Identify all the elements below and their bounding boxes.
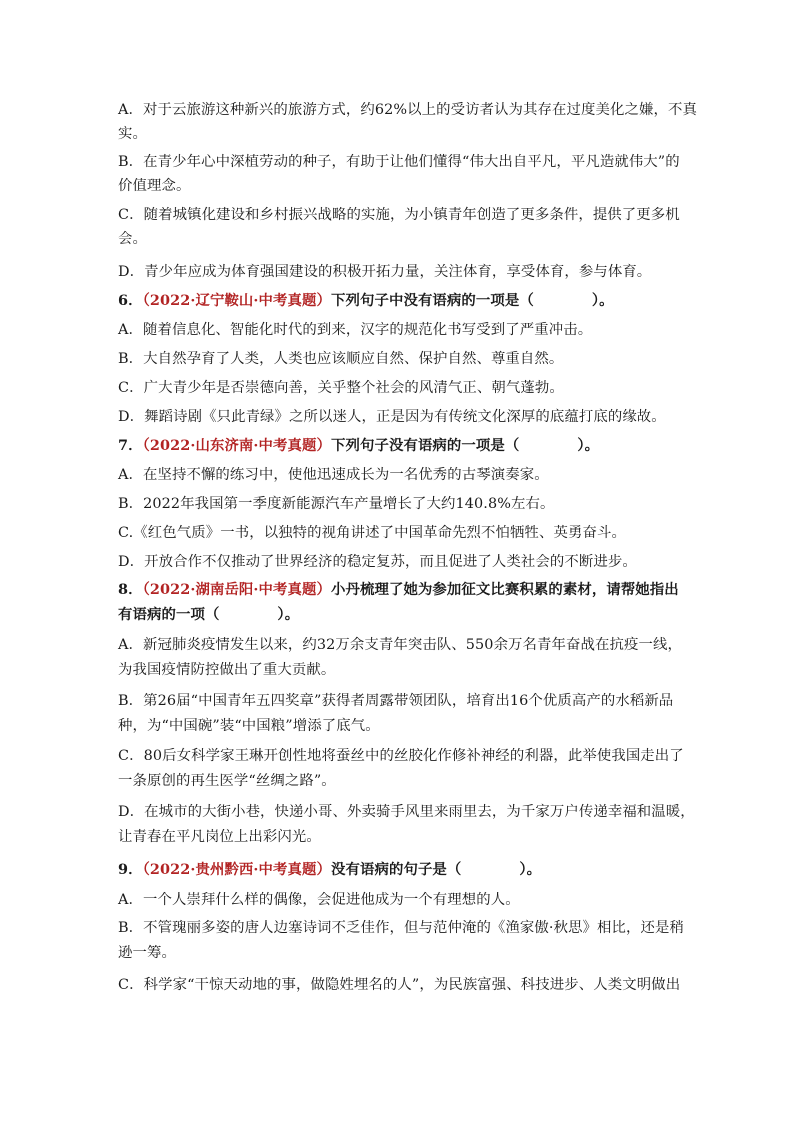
option-line: D．在城市的大街小巷，快递小哥、外卖骑手风里来雨里去，为千家万户传递幸福和温暖， (118, 804, 695, 820)
question-number: 8． (118, 581, 143, 598)
question-text: 下列句子中没有语病的一项是（ ）。 (331, 292, 614, 309)
option-line: 实。 (118, 126, 147, 142)
question-text: 没有语病的句子是（ ）。 (331, 861, 542, 878)
question-stem (118, 436, 599, 456)
option-line: A．新冠肺炎疫情发生以来，约32万余支青年突击队、550余万名青年奋战在抗疫一线， (118, 637, 682, 653)
option-line: 一条原创的再生医学“丝绸之路”。 (118, 773, 336, 789)
option-line: 为我国疫情防控做出了重大贡献。 (118, 662, 336, 678)
option-line: C．广大青少年是否崇德向善，关乎整个社会的风清气正、朝气蓬勃。 (118, 380, 564, 396)
option-line: D．舞蹈诗剧《只此青绿》之所以迷人，正是因为有传统文化深厚的底蕴打底的缘故。 (118, 409, 666, 425)
option-line: B．在青少年心中深植劳动的种子，有助于让他们懂得“伟大出自平凡，平凡造就伟大”的 (118, 154, 680, 170)
option-line: C.《红色气质》一书，以独特的视角讲述了中国革命先烈不怕牺牲、英勇奋斗。 (118, 525, 626, 541)
question-stem (118, 860, 541, 880)
question-number: 6． (118, 292, 143, 309)
option-line: A．随着信息化、智能化时代的到来，汉字的规范化书写受到了严重冲击。 (118, 322, 593, 338)
source-tag: （2022·辽宁鞍山·中考真题） (142, 292, 331, 309)
option-line: D．开放合作不仅推动了世界经济的稳定复苏，而且促进了人类社会的不断进步。 (118, 554, 637, 570)
source-tag: （2022·贵州黔西·中考真题） (142, 861, 331, 878)
option-line: B．不管瑰丽多姿的唐人边塞诗词不乏佳作，但与范仲淹的《渔家傲·秋思》相比，还是稍 (118, 920, 684, 936)
question-text: 下列句子没有语病的一项是（ ）。 (331, 437, 600, 454)
option-line: C．科学家“干惊天动地的事，做隐姓埋名的人”，为民族富强、科技进步、人类文明做出 (118, 977, 681, 993)
question-text: 有语病的一项（ ）。 (118, 606, 300, 623)
option-line: 会。 (118, 231, 147, 247)
question-stem (118, 605, 299, 625)
option-line: 逊一筹。 (118, 945, 176, 961)
source-tag: （2022·湖南岳阳·中考真题） (142, 581, 331, 598)
option-line: B．第26届“中国青年五四奖章”获得者周露带领团队，培育出16个优质高产的水稻新品 (118, 693, 674, 709)
option-line: B．2022年我国第一季度新能源汽车产量增长了大约140.8%左右。 (118, 496, 555, 512)
option-line: A．对于云旅游这种新兴的旅游方式，约62%以上的受访者认为其存在过度美化之嫌，不真 (118, 102, 697, 118)
source-tag: （2022·山东济南·中考真题） (142, 437, 331, 454)
option-line: A．在坚持不懈的练习中，使他迅速成长为一名优秀的古琴演奏家。 (118, 467, 549, 483)
option-line: C．随着城镇化建设和乡村振兴战略的实施，为小镇青年创造了更多条件，提供了更多机 (118, 207, 680, 223)
question-stem (118, 291, 614, 311)
option-line: A．一个人崇拜什么样的偶像，会促进他成为一个有理想的人。 (118, 892, 520, 908)
question-text: 小丹梳理了她为参加征文比赛积累的素材，请帮她指出 (331, 581, 679, 598)
option-line: 让青春在平凡岗位上出彩闪光。 (118, 829, 321, 845)
question-number: 7． (118, 437, 143, 454)
option-line: 价值理念。 (118, 178, 191, 194)
option-line: B．大自然孕育了人类，人类也应该顺应自然、保护自然、尊重自然。 (118, 351, 564, 367)
option-line: D．青少年应成为体育强国建设的积极开拓力量，关注体育，享受体育，参与体育。 (118, 264, 652, 280)
question-number: 9． (118, 861, 143, 878)
question-stem (118, 580, 679, 600)
option-line: 种，为“中国碗”装“中国粮”增添了底气。 (118, 718, 380, 734)
option-line: C．80后女科学家王琳开创性地将蚕丝中的丝胶化作修补神经的利器，此举使我国走出了 (118, 748, 684, 764)
